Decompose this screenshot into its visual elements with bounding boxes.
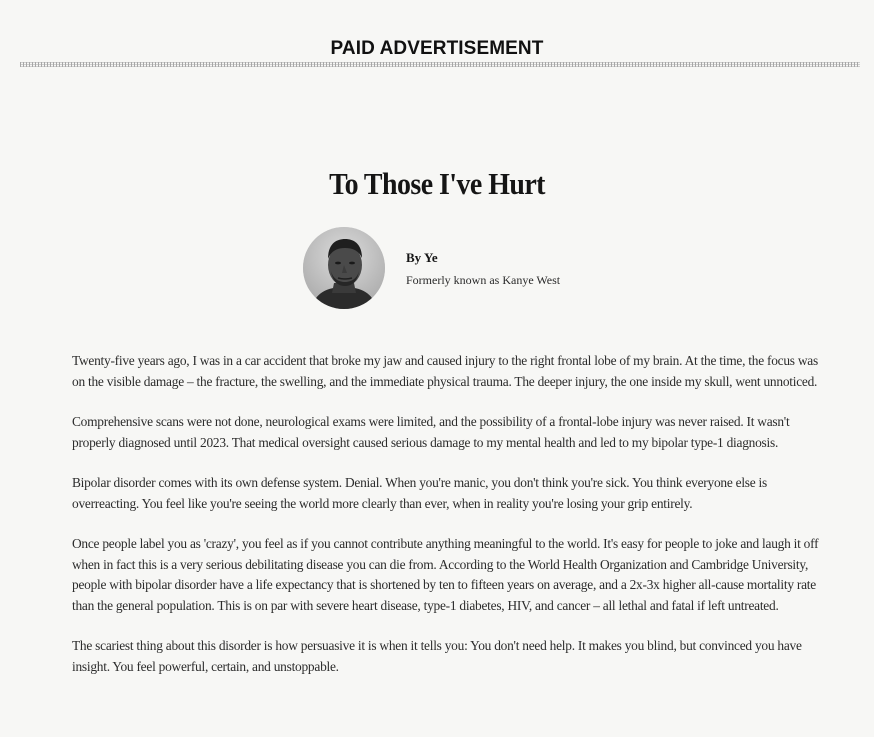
paragraph: The scariest thing about this disorder is how persuasive it is when it tells you: You don't need help. It makes you blind, but convinced you have insight. You feel powerful, certain, and unstoppable. bbox=[72, 638, 802, 674]
author-photo bbox=[303, 227, 385, 309]
banner-divider bbox=[20, 62, 860, 67]
paragraph: Comprehensive scans were not done, neurological exams were limited, and the possibility of a frontal-lobe injury was never raised. It wasn't properly diagnosed until 2023. That medical oversight caused serious damage to my mental health and led to my bipolar type-1 diagnosis. bbox=[72, 414, 790, 450]
paragraph: Bipolar disorder comes with its own defense system. Denial. When you're manic, you don't think you're sick. You think everyone else is overreacting. You feel like you're seeing the world more clearly than ever, when in reality you're losing your grip entirely. bbox=[72, 475, 767, 511]
byline bbox=[303, 226, 560, 310]
paragraph: Once people label you as 'crazy', you feel as if you cannot contribute anything meaningful to the world. It's easy for people to joke and laugh it off when in fact this is a very serious debilitating disease you can die from. According to the World Health Organization and Cambridge University, people with bipolar disorder have a life expectancy that is shortened by ten to fifteen years on average, and a 2x-3x higher all-cause mortality rate than the general population. This is on par with severe heart disease, type-1 diabetes, HIV, and cancer – all lethal and fatal if left untreated. bbox=[72, 536, 819, 613]
article-title: To Those I've Hurt bbox=[329, 166, 545, 201]
author-name: By Ye bbox=[406, 250, 438, 265]
paragraph: Twenty-five years ago, I was in a car accident that broke my jaw and caused injury to the right frontal lobe of my brain. At the time, the focus was on the visible damage – the fracture, the swelling, and the immediate physical trauma. The deeper injury, the one inside my skull, went unnoticed. bbox=[72, 353, 818, 389]
article-body bbox=[72, 351, 832, 697]
byline-text bbox=[406, 250, 560, 288]
paid-advertisement-label: PAID ADVERTISEMENT bbox=[330, 38, 544, 59]
author-subtitle: Formerly known as Kanye West bbox=[406, 273, 561, 287]
author-portrait-icon bbox=[303, 227, 385, 309]
